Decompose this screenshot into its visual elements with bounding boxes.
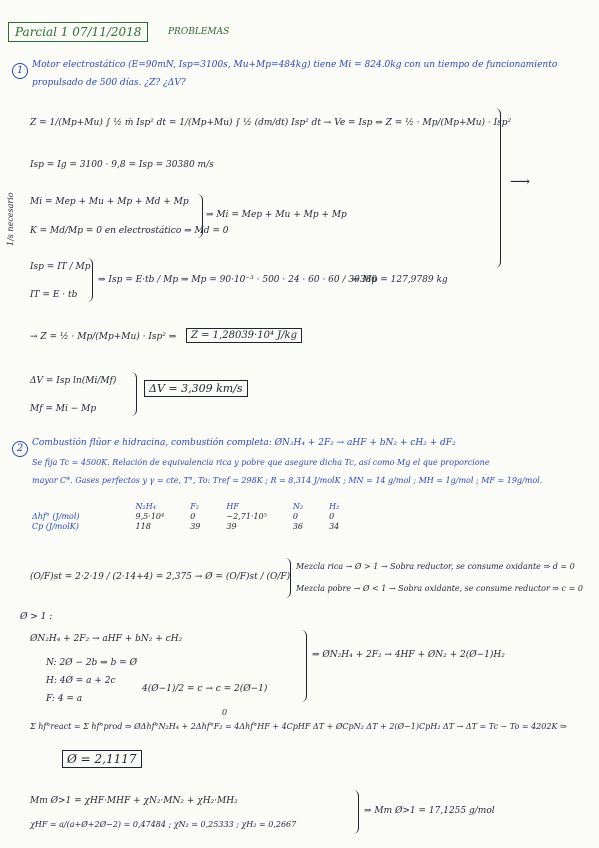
- table-header-cell: F₂: [190, 502, 199, 511]
- rich-case-heading: Ø > 1 :: [20, 612, 53, 622]
- right-arrow: ⟶: [510, 174, 531, 190]
- problem-2-number: 2: [12, 436, 28, 457]
- table-cell: 39: [226, 522, 237, 531]
- table-header-cell: N₂: [292, 502, 304, 511]
- mass-sum: Mi = Mep + Mu + Mp + Md + Mp: [30, 197, 189, 207]
- table-cell: 0: [292, 512, 298, 521]
- z-definition: Z = 1/(Mp+Mu) ∫ ½ ṁ Isp² dt = 1/(Mp+Mu) ∫ ½ (dm/dt) Isp² dt → Ve = Isp ⇒ Z = ½ · Mp/(Mp+Mu) · Isp²: [30, 118, 512, 128]
- z-substitution: → Z = ½ · Mp/(Mp+Mu) · Isp² ⇒: [30, 332, 177, 342]
- isp-impulse: Isp = IT / Mp: [30, 262, 91, 272]
- energy-zero-term: 0: [222, 708, 228, 717]
- z-result: Z = 1,28039·10⁴ J/kg: [186, 328, 302, 343]
- mole-fractions: χHF = a/(a+Ø+2Ø−2) = 0,47484 ; χN₂ = 0,25333 ; χH₂ = 0,2667: [30, 820, 297, 829]
- impulse-brace: [86, 258, 93, 302]
- molar-mass-equation: Mm Ø>1 = χHF·MHF + χN₂·MN₂ + χH₂·MH₂: [30, 796, 238, 806]
- table-header-row: [32, 502, 345, 512]
- final-mass: Mf = Mi − Mp: [30, 404, 97, 414]
- problem-1-statement-line-2: propulsado de 500 días. ¿Z? ¿ΔV?: [32, 78, 186, 88]
- table-cell: 36: [292, 522, 304, 531]
- nitrogen-balance: N: 2Ø − 2b ⇒ b = Ø: [46, 658, 137, 668]
- properties-table: [32, 502, 345, 532]
- delta-v-brace: [130, 372, 137, 416]
- table-header-cell: N₂H₄: [135, 502, 156, 511]
- problem-2-statement-line-2: Se fija Tc = 4500K. Relación de equivalencia rica y pobre que asegure dicha Tc, así como Mg el que proporcione: [32, 458, 490, 467]
- problem-2-statement-line-3: mayor C*. Gases perfectos y γ = cte, T°, To: Tref = 298K ; R = 8,314 J/molK ; MN = 14 g/mol ; MH = 1g/mol ; MF = 19g/mol.: [32, 476, 543, 485]
- exam-title: Parcial 1 07/11/2018: [8, 22, 148, 42]
- table-cell: Cp (J/molK): [32, 522, 79, 531]
- table-cell: 0: [329, 512, 335, 521]
- table-cell: 0: [190, 512, 196, 521]
- table-cell: 118: [135, 522, 151, 531]
- balance-brace: [300, 630, 307, 702]
- table-row: [32, 522, 345, 532]
- molar-mass-brace: [352, 790, 359, 834]
- delta-v-equation: ΔV = Isp ln(Mi/Mf): [30, 376, 117, 386]
- hydrogen-balance: H: 4Ø = a + 2c: [46, 676, 116, 686]
- phi-result: Ø = 2,1117: [62, 750, 142, 768]
- rich-mixture-case: Mezcla rica → Ø > 1 → Sobra reductor, se consume oxidante ⇒ d = 0: [296, 562, 575, 571]
- propellant-mass-result: ⇒ Mp = 127,9789 kg: [352, 275, 448, 285]
- energy-balance: Σ hf°react = Σ hf°prod ⇒ ØΔhf°N₂H₄ + 2Δhf°F₂ = 4Δhf°HF + 4CpHF ΔT + ØCpN₂ ΔT + 2(Ø−1)CpH₂ ΔT → ΔT = Tc − To = 4202K ⇒: [30, 722, 567, 731]
- problem-1-statement-line-1: Motor electrostático (E=90mN, Isp=3100s, Mu+Mp=484kg) tiene Mi = 824.0kg con un tiempo de funcionamiento: [32, 60, 558, 70]
- mass-result: ⇒ Mi = Mep + Mu + Mp + Mp: [206, 210, 347, 220]
- margin-note: 1/s necesario: [6, 192, 15, 246]
- k-ratio: K = Md/Mp = 0 en electrostático ⇒ Md = 0: [30, 226, 229, 236]
- total-impulse: IT = E · tb: [30, 290, 78, 300]
- table-header-cell: H₂: [329, 502, 340, 511]
- general-reaction: ØN₂H₄ + 2F₂ → aHF + bN₂ + cH₂: [30, 634, 183, 644]
- table-cell: −2,71·10⁵: [226, 512, 267, 521]
- table-cell: 34: [329, 522, 340, 531]
- table-header-cell: [32, 502, 86, 512]
- table-cell: 9,5·10⁴: [135, 512, 165, 521]
- mixture-brace: [284, 558, 291, 598]
- hydrogen-balance-solve: 4(Ø−1)/2 = c → c = 2(Ø−1): [142, 684, 268, 694]
- stoichiometric-ratio: (O/F)st = 2·2·19 / (2·14+4) = 2,375 → Ø = (O/F)st / (O/F): [30, 572, 291, 582]
- propellant-mass-calc: ⇒ Isp = E·tb / Mp ⇒ Mp = 90·10⁻³ · 500 · 24 · 60 · 60 / 30380: [98, 275, 378, 285]
- problem-1-brace: [492, 108, 501, 268]
- molar-mass-result: ⇒ Mm Ø>1 = 17,1255 g/mol: [364, 806, 495, 816]
- isp-value: Isp = Ig = 3100 · 9,8 = Isp = 30380 m/s: [30, 160, 214, 170]
- problem-1-number: 1: [12, 58, 28, 79]
- mass-brace: [196, 194, 203, 238]
- fluorine-balance: F: 4 = a: [46, 694, 83, 704]
- table-header-cell: HF: [226, 502, 239, 511]
- table-cell: Δhf° (J/mol): [32, 512, 80, 521]
- problem-2-statement-line-1: Combustión flúor e hidracina, combustión completa: ØN₂H₄ + 2F₂ → aHF + bN₂ + cH₂ + dF₂: [32, 438, 456, 448]
- table-row: [32, 512, 345, 522]
- section-label: PROBLEMAS: [168, 27, 230, 37]
- balanced-reaction: ⇒ ØN₂H₄ + 2F₂ → 4HF + ØN₂ + 2(Ø−1)H₂: [312, 650, 505, 660]
- lean-mixture-case: Mezcla pobre → Ø < 1 → Sobra oxidante, se consume reductor ⇒ c = 0: [296, 584, 583, 593]
- delta-v-result: ΔV = 3,309 km/s: [144, 380, 248, 397]
- table-cell: 39: [190, 522, 201, 531]
